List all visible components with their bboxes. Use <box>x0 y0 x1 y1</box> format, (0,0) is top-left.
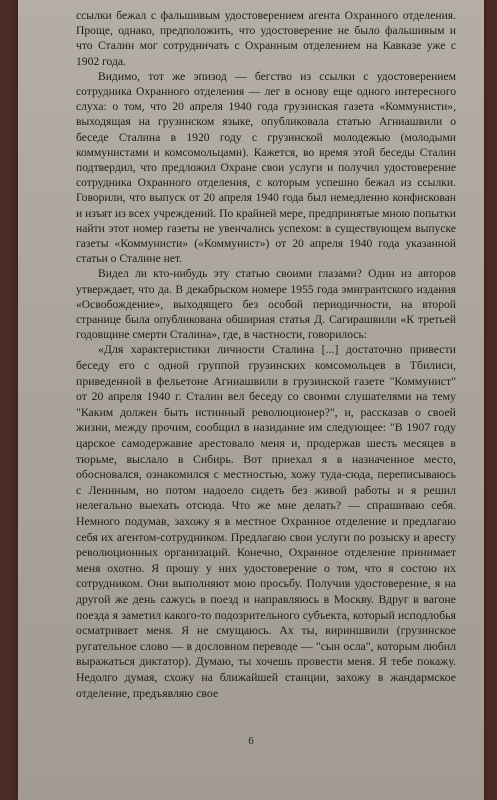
quote-paragraph: «Для характеристики личности Сталина [...] достаточно привести беседу его с одной группой грузинских комсомольцев в Тбилиси, приведенной в фельетоне Агниашвили в грузинской газете "Коммунист" от 20 апреля 1940 г. Сталин вел беседу со своими слушателями на тему "Каким должен быть истинный революционер?", и, рассказав о своей жизни, между прочим, сообщил в назидание им следующее: "В 1907 году царское самодержавие арестовало меня и, продержав шесть месяцев в тюрьме, выслало в Сибирь. Вот приехал я в назначенное место, обосновался, ознакомился с местностью, хожу туда-сюда, переписываюсь с Лениным, но потом надоело сидеть без живой работы и я решил нелегально выехать отсюда. Что же мне делать? — спрашиваю себя. Немного подумав, захожу я в местное Охранное отделение и предлагаю себя их агентом-сотрудником. Предлагаю свои услуги по розыску и аресту революционных организаций. Конечно, Охранное отделение принимает меня охотно. Я прошу у них удостоверение о том, что я состою их сотрудником. Они выполняют мою просьбу. Получив удостоверение, я на другой же день сажусь в поезд и направляюсь в Москву. Вдруг в вагоне поезда я заметил какого-то подозрительного субъекта, который исподлобья осматривает меня. Я не смущаюсь. Ах ты, вириншвили (грузинское ругательное слово — в дословном переводе — "сын осла", которым любил выражаться диктатор). Думаю, ты хочешь провести меня. Я тебе покажу. Недолго думая, схожу на ближайшей станции, захожу в жандармское отделение, предъявляю свое <box>76 342 456 700</box>
paragraph-3: Видел ли кто-нибудь эту статью своими глазами? Один из авторов утверждает, что да. В декабрьском номере 1955 года эмигрантского издания «Освобождение», выходящего без особой периодичности, на второй странице была опубликована обширная статья Д. Сагирашвили «К третьей годовщине смерти Сталина», где, в частности, говорилось: <box>76 267 456 342</box>
paragraph-1: ссылки бежал с фальшивым удостоверением агента Охранного отделения. Проще, однако, предположить, что удостоверение не было фальшивым и что Сталин мог сотрудничать с Охранным отделением на Кавказе уже с 1902 года. <box>76 9 456 68</box>
page-number: 6 <box>248 735 254 747</box>
book-page <box>18 0 484 800</box>
paragraph-2: Видимо, тот же эпизод — бегство из ссылки с удостоверением сотрудника Охранного отделения — лег в основу еще одного интересного слуха: о том, что 20 апреля 1940 года грузинская газета «Коммунисти», выходящая на грузинском языке, опубликовала статью Агниашвили о беседе Сталина в 1920 году с грузинской молодежью (молодыми коммунистами и комсомольцами). Кажется, во время этой беседы Сталин подтвердил, что предложил Охране свои услуги и получил удостоверение сотрудника Охранного отделения, с которым успешно бежал из ссылки. Говорили, что выпуск от 20 апреля 1940 года был немедленно конфискован и изъят из всех учреждений. По крайней мере, предпринятые мною попытки найти этот номер газеты не увенчались успехом: в существующем выпуске газеты «Коммунисти» («Коммунист») от 20 апреля 1940 года указанной статьи о Сталине нет. <box>76 69 456 266</box>
page-text <box>76 8 456 701</box>
